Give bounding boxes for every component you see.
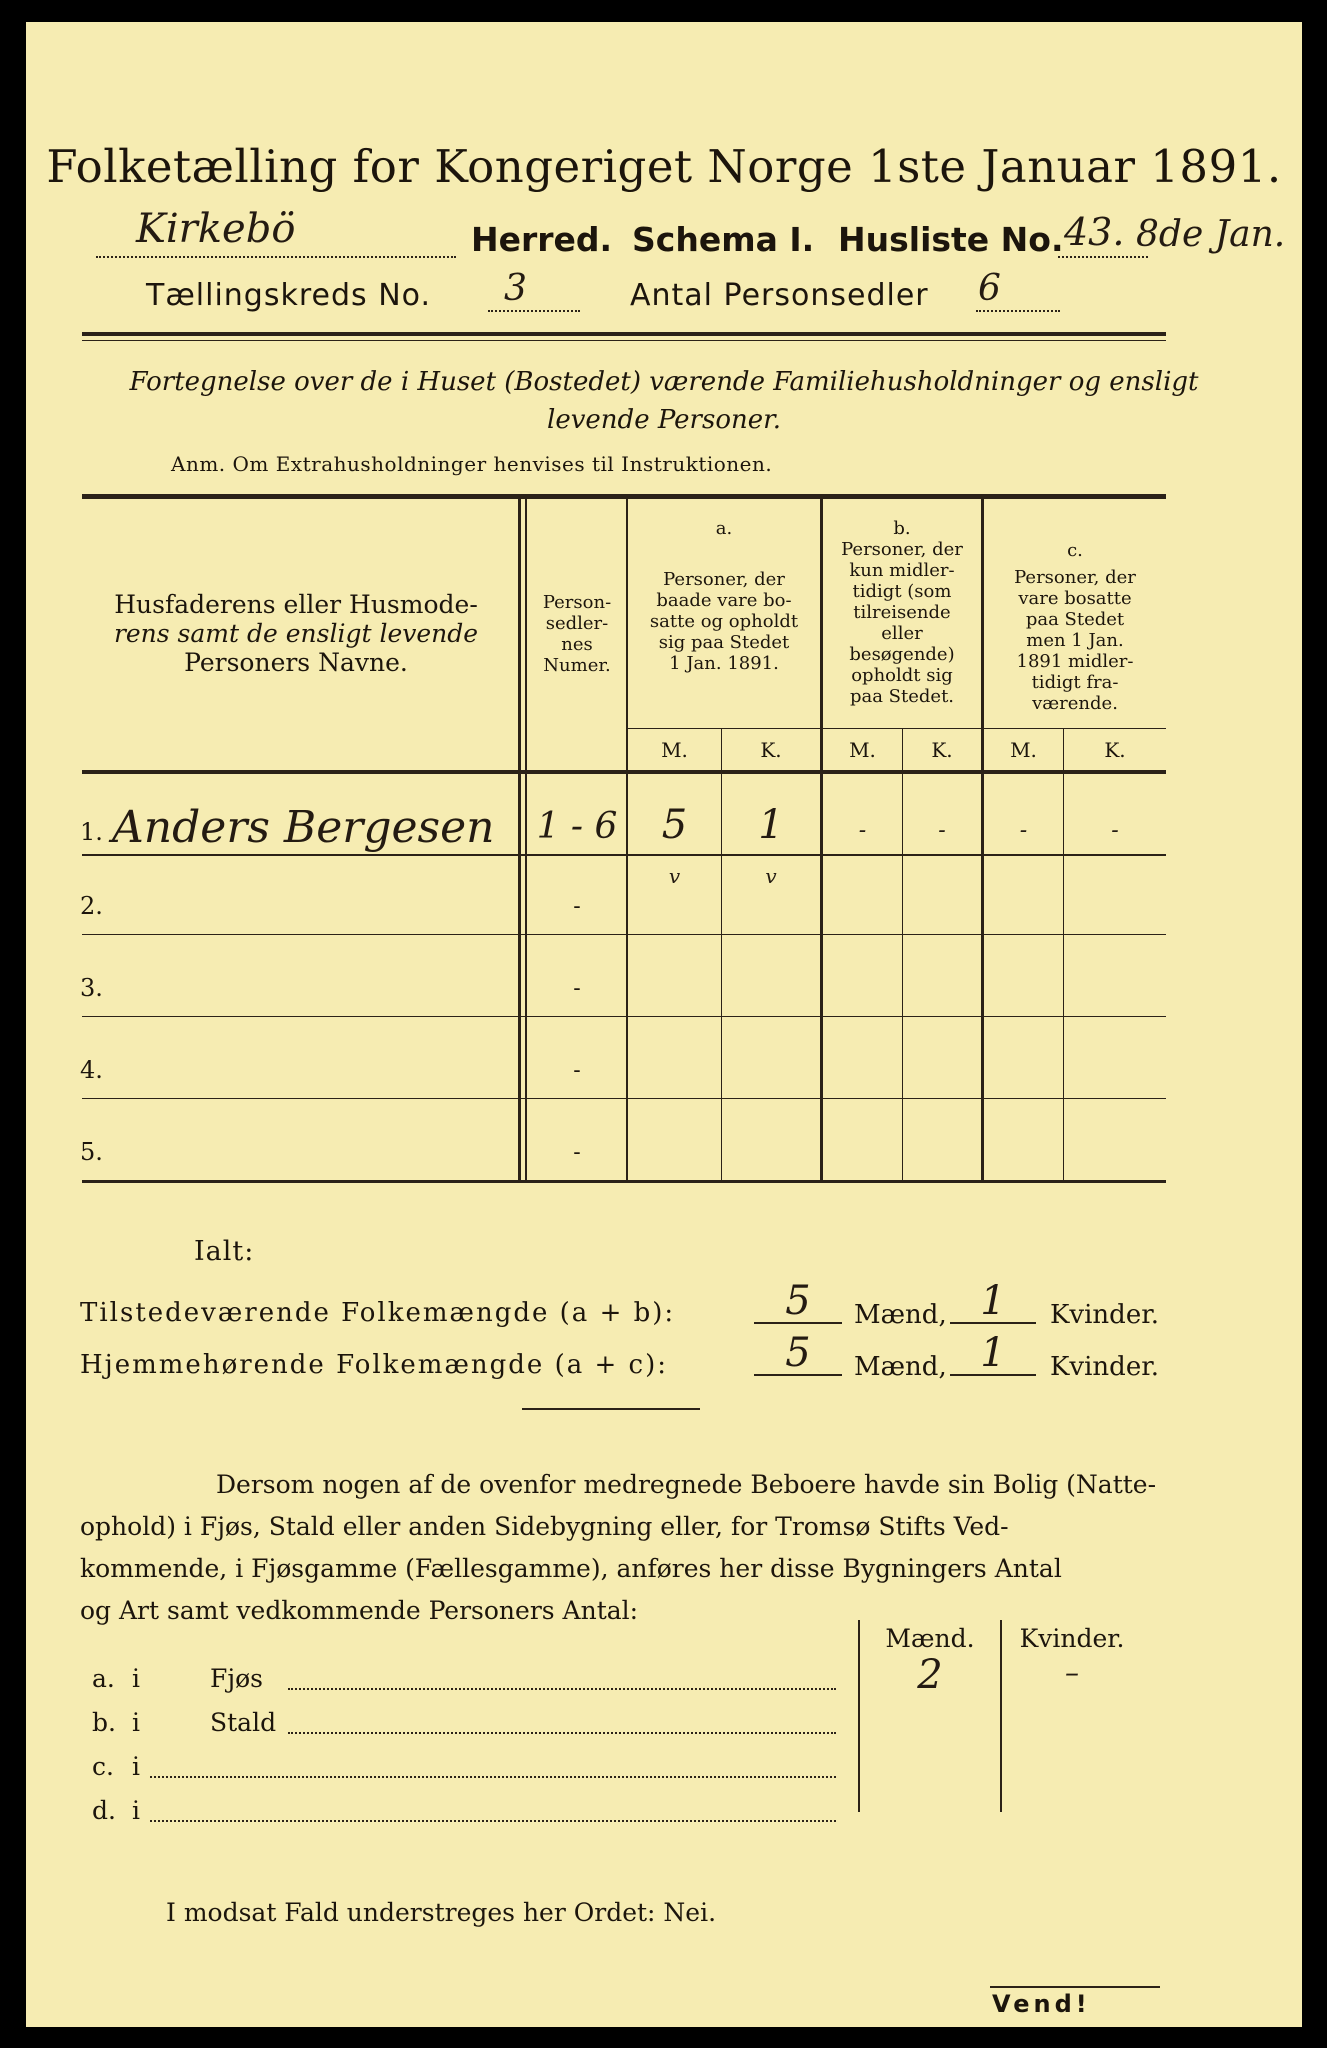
antal-field [976, 268, 1060, 312]
tilstede-m-value: 5 [785, 1278, 811, 1324]
hjemme-m-value: 5 [785, 1330, 811, 1376]
col-head-b: b. Personer, der kun midler- tidigt (som tilreisende eller besøgende) opholdt sig paa Stedet. [841, 518, 963, 707]
row-num-4: 4. [80, 1056, 103, 1084]
col-head-c: c. Personer, der vare bosatte paa Stedet men 1 Jan. 1891 midler- tidigt fra- værende. [1014, 540, 1136, 714]
header-rule-thin [82, 340, 1166, 341]
col-rule-a-mk [721, 728, 722, 1182]
building-row-d: d. i [92, 1794, 852, 1830]
row-1-c-k: - [1111, 818, 1119, 843]
building-a-kvinder: – [1065, 1656, 1079, 1689]
b-m-label: M. [849, 738, 876, 762]
row-2-numer: - [573, 894, 581, 919]
antal-label: Antal Personsedler [630, 278, 929, 313]
col-head-numer: Person- sedler- nes Numer. [542, 592, 612, 676]
header-rule [82, 332, 1166, 336]
footer-note: I modsat Fald understreges her Ordet: Nei. [166, 1898, 717, 1927]
intro-line2: levende Personer. [547, 405, 781, 435]
row-1-a-m: 5 [661, 802, 688, 848]
row-1-name: Anders Bergesen [112, 802, 495, 853]
row-3-numer: - [573, 976, 581, 1001]
b-k-label: K. [931, 738, 953, 762]
table-top-rule [82, 494, 1166, 499]
col-head-a: a. Personer, der baade vare bo- satte og opholdt sig paa Stedet 1 Jan. 1891. [649, 518, 799, 674]
col-head-name: Husfaderens eller Husmode- rens samt de ensligt levende Personers Navne. [113, 590, 479, 677]
kreds-value: 3 [504, 268, 527, 309]
tilstede-label: Tilstedeværende Folkemængde (a + b): [80, 1298, 676, 1328]
hjemme-maend: Mænd, [854, 1352, 947, 1382]
row-1-a-k-check: v [765, 864, 777, 888]
buildings-kvinder-head: Kvinder. [1019, 1624, 1125, 1653]
hjemme-kvinder: Kvinder. [1050, 1352, 1160, 1382]
ialt-label: Ialt: [194, 1236, 255, 1267]
husliste-date-note: 8de Jan. [1136, 214, 1286, 255]
mk-rule [626, 728, 1166, 729]
herred-field [96, 206, 456, 258]
hjemme-label: Hjemmehørende Folkemængde (a + c): [80, 1350, 668, 1380]
kreds-label: Tællingskreds No. [146, 278, 431, 313]
building-row-a: a. i Fjøs [92, 1662, 852, 1698]
husliste-field [1058, 210, 1148, 258]
row-rule-1 [82, 854, 1166, 856]
tilstede-kvinder: Kvinder. [1050, 1300, 1160, 1330]
row-rule-3 [82, 1016, 1166, 1017]
col-rule-c-mk [1063, 728, 1064, 1182]
row-rule-4 [82, 1098, 1166, 1099]
building-row-c: c. i [92, 1750, 852, 1786]
form-title: Folketælling for Kongeriget Norge 1ste Januar 1891. [46, 140, 1282, 193]
census-form [26, 22, 1302, 2027]
c-k-label: K. [1104, 738, 1126, 762]
row-4-numer: - [573, 1058, 581, 1083]
vend-label: Vend! [992, 1990, 1091, 2018]
row-1-a-k: 1 [758, 802, 784, 848]
row-5-numer: - [573, 1140, 581, 1165]
husliste-label: Husliste No. [838, 220, 1064, 259]
husliste-value: 43. [1064, 210, 1125, 254]
row-1-numer: 1 - 6 [536, 806, 618, 847]
row-1-a-m-check: v [668, 864, 681, 888]
intro-line1: Fortegnelse over de i Huset (Bostedet) værende Familiehusholdninger og ensligt [129, 367, 1199, 397]
row-rule-2 [82, 934, 1166, 935]
anm-note: Anm. Om Extrahusholdninger henvises til Instruktionen. [171, 452, 773, 476]
tilstede-k-value: 1 [980, 1278, 1006, 1324]
antal-value: 6 [978, 268, 1001, 309]
row-num-3: 3. [80, 974, 103, 1002]
table-header-bottom-rule [82, 770, 1166, 774]
kreds-field [488, 268, 580, 312]
buildings-maend-head: Mænd. [885, 1624, 975, 1653]
vend-rule [990, 1986, 1160, 1988]
row-1-b-k: - [938, 818, 946, 843]
col-rule-b-mk [902, 728, 903, 1182]
herred-value: Kirkebö [136, 206, 296, 252]
herred-label: Herred. [471, 220, 613, 259]
row-num-1: 1. [80, 818, 103, 846]
row-num-2: 2. [80, 892, 103, 920]
building-row-b: b. i Stald [92, 1706, 852, 1742]
c-m-label: M. [1010, 738, 1037, 762]
hjemme-k-value: 1 [980, 1330, 1006, 1376]
col-rule-1b [525, 498, 527, 1182]
separator-rule [522, 1408, 700, 1410]
a-m-label: M. [661, 738, 688, 762]
row-1-b-m: - [858, 818, 867, 843]
row-num-5: 5. [80, 1138, 103, 1166]
a-k-label: K. [760, 738, 782, 762]
buildings-paragraph: Dersom nogen af de ovenfor medregnede Beboere havde sin Bolig (Natte- ophold) i Fjøs, Stald eller anden Sidebygning eller, for Tromsø Stifts Ved- kommende, i Fjøsgamme (Fællesgamme), anføres her disse Bygningers Antal og Art samt vedkommende Personers Antal: [80, 1470, 1157, 1625]
tilstede-maend: Mænd, [854, 1300, 947, 1330]
col-rule-1 [518, 498, 521, 1182]
schema-label: Schema I. [632, 220, 815, 259]
table-bottom-rule [82, 1180, 1166, 1183]
building-a-maend: 2 [917, 1652, 943, 1698]
row-1-c-m: - [1019, 818, 1028, 843]
